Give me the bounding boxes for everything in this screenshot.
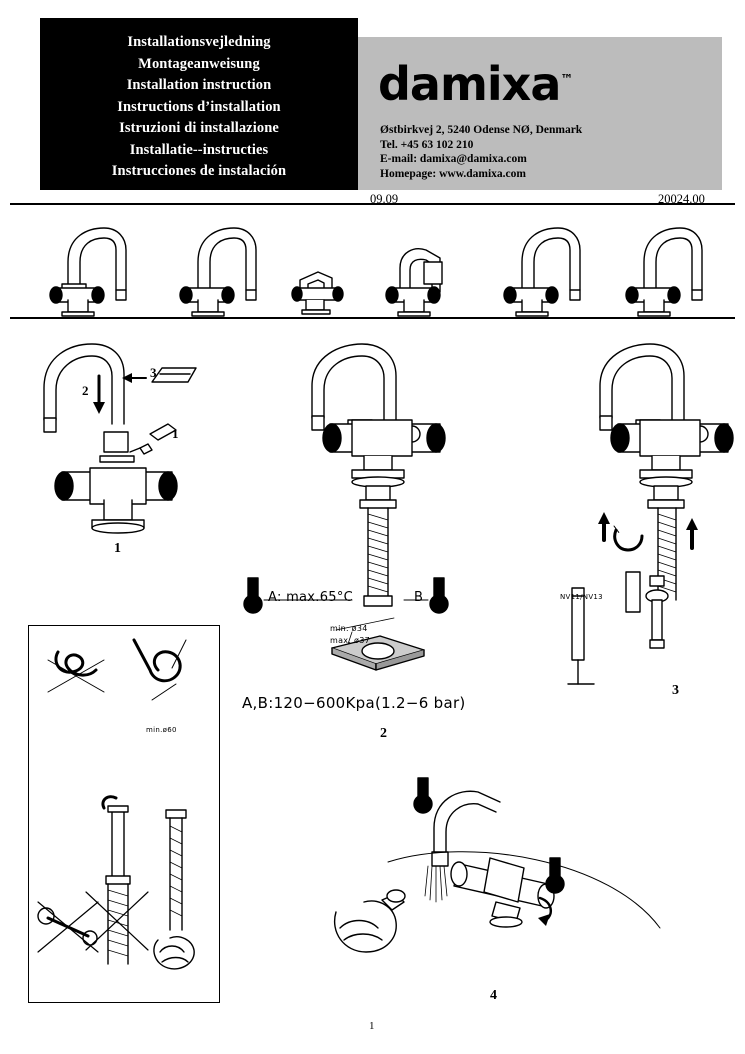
address-line-4: Homepage: www.damixa.com <box>380 167 526 180</box>
hose-bend-radius-note: min.ø60 <box>146 726 177 734</box>
address-line-2: Tel. +45 63 102 210 <box>380 138 474 151</box>
dimension-max: max. ø37 <box>330 636 370 645</box>
temperature-note-a: A: max.65°C <box>268 590 354 605</box>
callout-2: 2 <box>82 383 89 398</box>
tool-size-label: NV11/NV13 <box>560 593 603 601</box>
variant-tap-1 <box>50 228 126 316</box>
address-line-3: E-mail: damixa@damixa.com <box>380 153 527 165</box>
dimension-min: min. ø34 <box>330 624 368 633</box>
part-number: 20024.00 <box>658 192 705 206</box>
title-line-it: Istruzioni di installazione <box>119 120 279 136</box>
title-line-fr: Instructions d’installation <box>117 98 281 115</box>
page-number: 1 <box>369 1020 375 1032</box>
step-1-label: 1 <box>114 541 121 556</box>
step-2-label: 2 <box>380 726 387 741</box>
title-line-da: Installationsvejledning <box>127 34 271 50</box>
step-3-label: 3 <box>672 683 679 698</box>
variant-tap-3 <box>292 272 343 314</box>
trademark-symbol: ™ <box>560 72 574 88</box>
inset-warning-box <box>28 625 220 1003</box>
revision-date: 09.09 <box>370 192 399 206</box>
step-4-label: 4 <box>490 988 497 1003</box>
title-line-nl: Installatie--instructies <box>129 141 269 158</box>
figure-step-4 <box>335 778 660 952</box>
variant-tap-4 <box>386 249 442 316</box>
title-line-en: Installation instruction <box>126 77 272 93</box>
figure-step-3 <box>568 344 733 684</box>
variant-tap-6 <box>626 228 702 316</box>
figure-step-2 <box>244 344 448 670</box>
address-line-1: Østbirkvej 2, 5240 Odense NØ, Denmark <box>380 124 583 136</box>
callout-1: 1 <box>172 426 179 441</box>
variant-tap-2 <box>180 228 256 316</box>
temperature-note-b: B <box>414 590 424 605</box>
brand-name: damixa <box>378 57 561 111</box>
pressure-note: A,B:120−600Kpa(1.2−6 bar) <box>242 694 466 712</box>
title-line-de: Montageanweisung <box>138 55 260 72</box>
variant-tap-5 <box>504 228 580 316</box>
title-line-es: Instrucciones de instalación <box>111 163 287 179</box>
callout-3: 3 <box>150 365 157 380</box>
